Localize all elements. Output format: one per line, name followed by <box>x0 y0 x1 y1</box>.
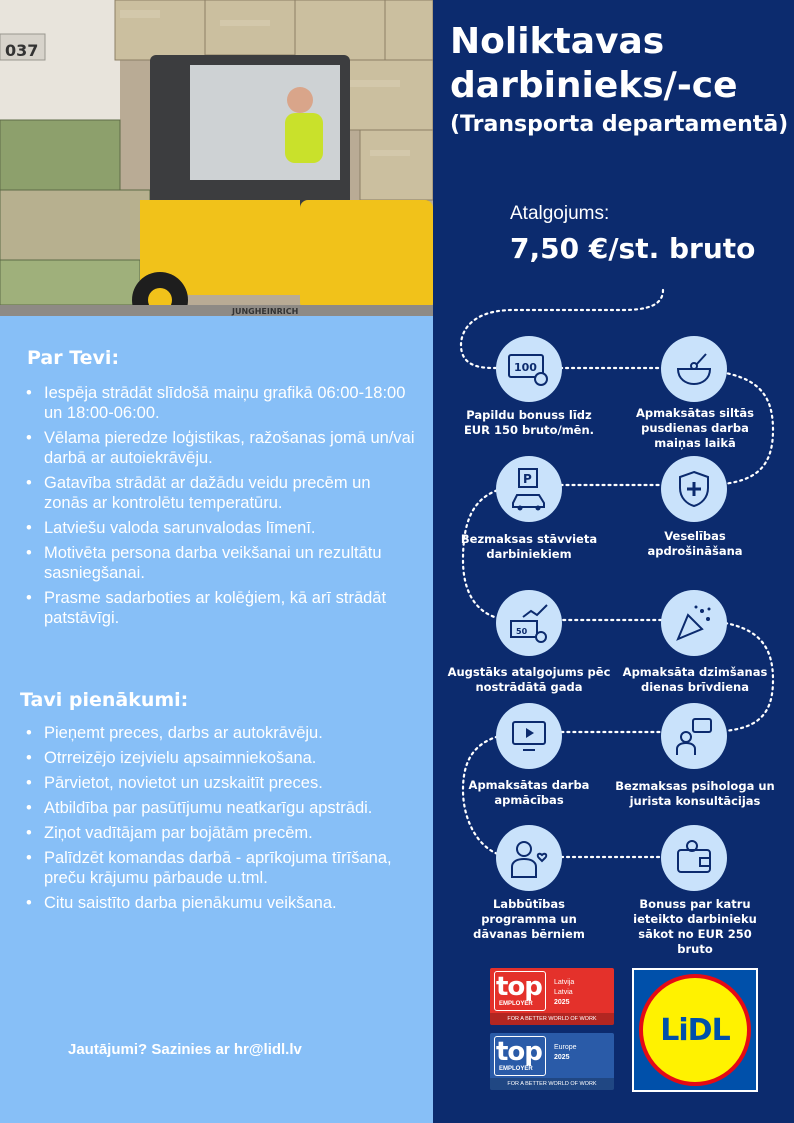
duties-list <box>20 723 415 918</box>
badge-top-text: top <box>496 1037 542 1067</box>
duties-title: Tavi pienākumi: <box>20 689 189 711</box>
party-popper-icon <box>661 590 727 656</box>
about-item: • Latviešu valoda sarunvalodas līmenī. <box>20 518 415 538</box>
duty-item: • Pārvietot, novietot un uzskaitīt preces. <box>20 773 415 793</box>
badge-region: Europe 2025 <box>554 1044 577 1061</box>
top-employer-latvia-badge <box>490 968 614 1025</box>
benefit-label-consultation: Bezmaksas psihologa un jurista konsultācijas <box>615 779 775 808</box>
benefit-label-salary-growth: Augstāks atalgojums pēc nostrādātā gada <box>447 665 611 694</box>
forklift-illustration <box>0 0 433 316</box>
health-shield-icon <box>661 456 727 522</box>
duty-item: • Palīdzēt komandas darbā - aprīkojuma tīrīšana, preču krājumu pārbaude u.tml. <box>20 848 415 888</box>
salary-label: Atalgojums: <box>510 203 610 224</box>
lidl-logo-text: LiDL <box>660 1012 730 1048</box>
badge-top-text: top <box>496 972 542 1002</box>
about-item: • Gatavība strādāt ar dažādu veidu precēm un zonās ar kontrolētu temperatūru. <box>20 473 415 513</box>
contact-text[interactable]: Jautājumi? Sazinies ar hr@lidl.lv <box>68 1041 302 1058</box>
benefit-label-birthday: Apmaksāta dzimšanas dienas brīvdiena <box>622 665 768 694</box>
forklift-photo <box>0 0 433 316</box>
svg-text:50: 50 <box>516 627 528 636</box>
svg-text:100: 100 <box>514 361 537 374</box>
title-line2: darbinieks/-ce <box>450 65 738 106</box>
wellbeing-icon <box>496 825 562 891</box>
title-line1: Noliktavas <box>450 21 665 62</box>
svg-text:P: P <box>523 472 532 486</box>
salary-value: 7,50 €/st. bruto <box>510 232 756 265</box>
about-item: • Prasme sadarboties ar kolēģiem, kā arī strādāt patstāvīgi. <box>20 588 415 628</box>
duty-item: • Otrreizējo izejvielu apsaimniekošana. <box>20 748 415 768</box>
benefit-label-parking: Bezmaksas stāvvieta darbiniekiem <box>460 532 598 561</box>
duty-item: • Atbildība par pasūtījumu neatkarīgu apstrādi. <box>20 798 415 818</box>
benefit-label-wellbeing: Labbūtības programma un dāvanas bērniem <box>473 897 585 941</box>
benefit-label-lunch: Apmaksātas siltās pusdienas darba maiņas laikā <box>635 406 755 450</box>
money-icon <box>496 336 562 402</box>
badge-region: Latvija Latvia 2025 <box>554 979 575 1006</box>
about-item: • Motivēta persona darba veikšanai un rezultātu sasniegšanai. <box>20 543 415 583</box>
parking-icon <box>496 456 562 522</box>
number-sign: 037 <box>5 41 39 60</box>
badge-employer-text: EMPLOYER <box>499 1001 533 1007</box>
consultation-icon <box>661 703 727 769</box>
forklift-brand: JUNGHEINRICH <box>232 307 299 316</box>
benefit-label-insurance: Veselības apdrošināšana <box>647 529 743 558</box>
badge-employer-text: EMPLOYER <box>499 1066 533 1072</box>
about-item: • Iespēja strādāt slīdošā maiņu grafikā 06:00-18:00 un 18:00-06:00. <box>20 383 415 423</box>
duty-item: • Citu saistīto darba pienākumu veikšana. <box>20 893 415 913</box>
title-subtitle: (Transporta departamentā) <box>450 112 789 137</box>
duty-item: • Ziņot vadītājam par bojātām precēm. <box>20 823 415 843</box>
training-screen-icon <box>496 703 562 769</box>
badge-footer: FOR A BETTER WORLD OF WORK <box>490 1078 614 1090</box>
about-title: Par Tevi: <box>27 347 120 369</box>
benefit-label-bonus: Papildu bonuss līdz EUR 150 bruto/mēn. <box>463 408 595 437</box>
benefit-label-referral: Bonuss par katru ieteikto darbinieku sākot no EUR 250 bruto <box>633 897 757 956</box>
benefit-label-training: Apmaksātas darba apmācības <box>468 778 590 807</box>
salary-growth-icon <box>496 590 562 656</box>
lidl-logo <box>632 968 758 1092</box>
about-item: • Vēlama pieredze loģistikas, ražošanas jomā un/vai darbā ar autoiekrāvēju. <box>20 428 415 468</box>
badge-footer: FOR A BETTER WORLD OF WORK <box>490 1013 614 1025</box>
top-employer-europe-badge <box>490 1033 614 1090</box>
food-bowl-icon <box>661 336 727 402</box>
duty-item: • Pieņemt preces, darbs ar autokrāvēju. <box>20 723 415 743</box>
wallet-bonus-icon <box>661 825 727 891</box>
about-list <box>20 383 415 633</box>
